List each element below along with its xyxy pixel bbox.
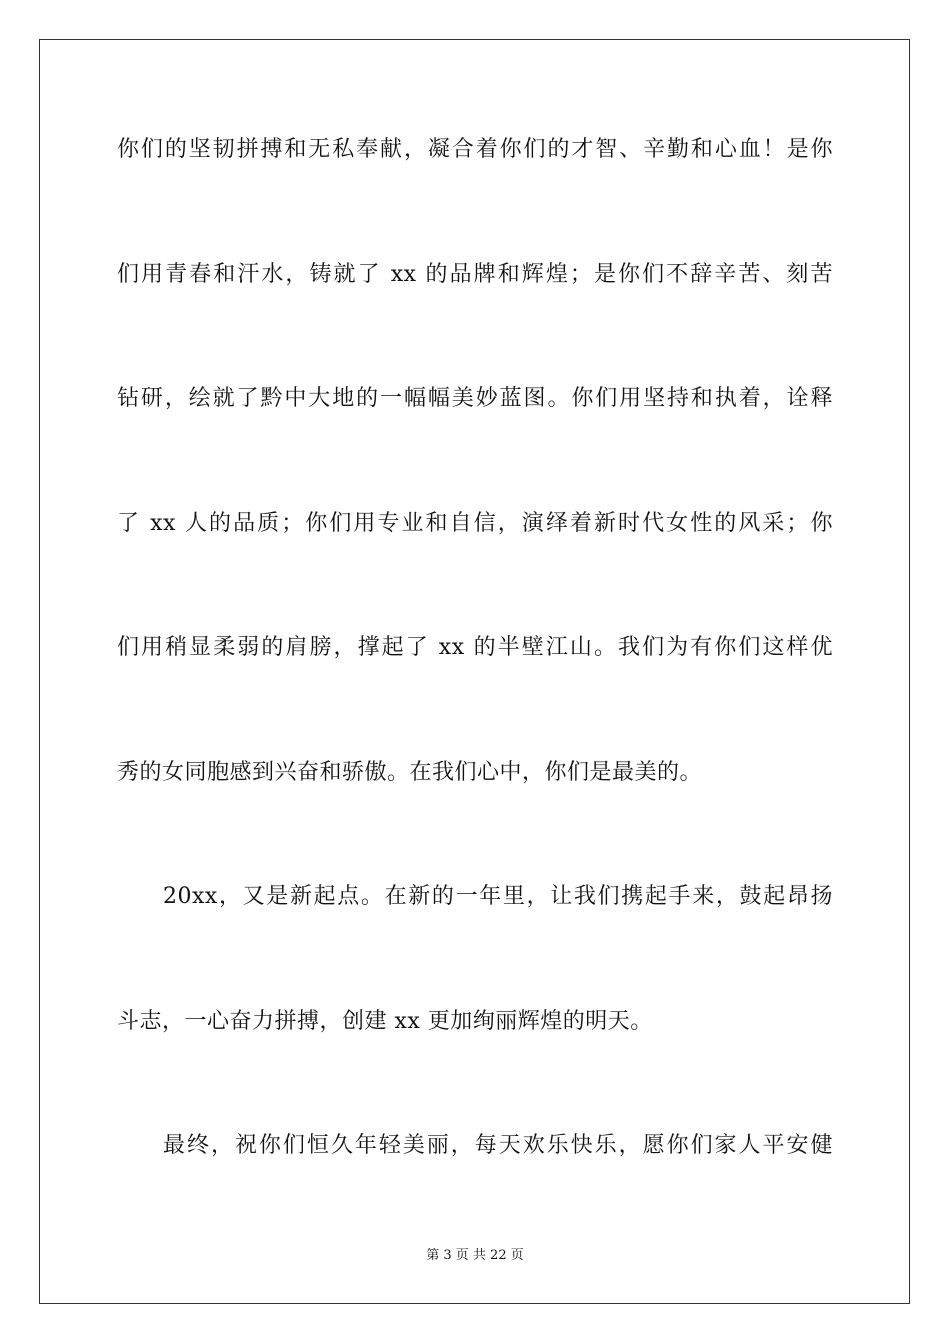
- body-line-9: 最终，祝你们恒久年轻美丽，每天欢乐快乐，愿你们家人平安健: [163, 1133, 833, 1158]
- body-line-8: 斗志，一心奋力拼搏，创建 xx 更加绚丽辉煌的明天。: [117, 1009, 653, 1034]
- body-line-6: 秀的女同胞感到兴奋和骄傲。在我们心中，你们是最美的。: [117, 760, 703, 785]
- body-line-4: 了 xx 人的品质；你们用专业和自信，演绎着新时代女性的风采；你: [117, 511, 833, 536]
- body-line-2: 们用青春和汗水，铸就了 xx 的品牌和辉煌；是你们不辞辛苦、刻苦: [117, 262, 833, 287]
- body-line-1: 你们的坚韧拼搏和无私奉献，凝合着你们的才智、辛勤和心血！是你: [117, 137, 833, 162]
- body-line-3: 钻研，绘就了黔中大地的一幅幅美妙蓝图。你们用坚持和执着，诠释: [117, 386, 833, 411]
- page-number-footer: 第 3 页 共 22 页: [426, 1248, 524, 1263]
- body-line-7: 20xx，又是新起点。在新的一年里，让我们携起手来，鼓起昂扬: [163, 884, 833, 909]
- page-border: [39, 39, 910, 1304]
- body-line-5: 们用稍显柔弱的肩膀，撑起了 xx 的半壁江山。我们为有你们这样优: [117, 635, 833, 660]
